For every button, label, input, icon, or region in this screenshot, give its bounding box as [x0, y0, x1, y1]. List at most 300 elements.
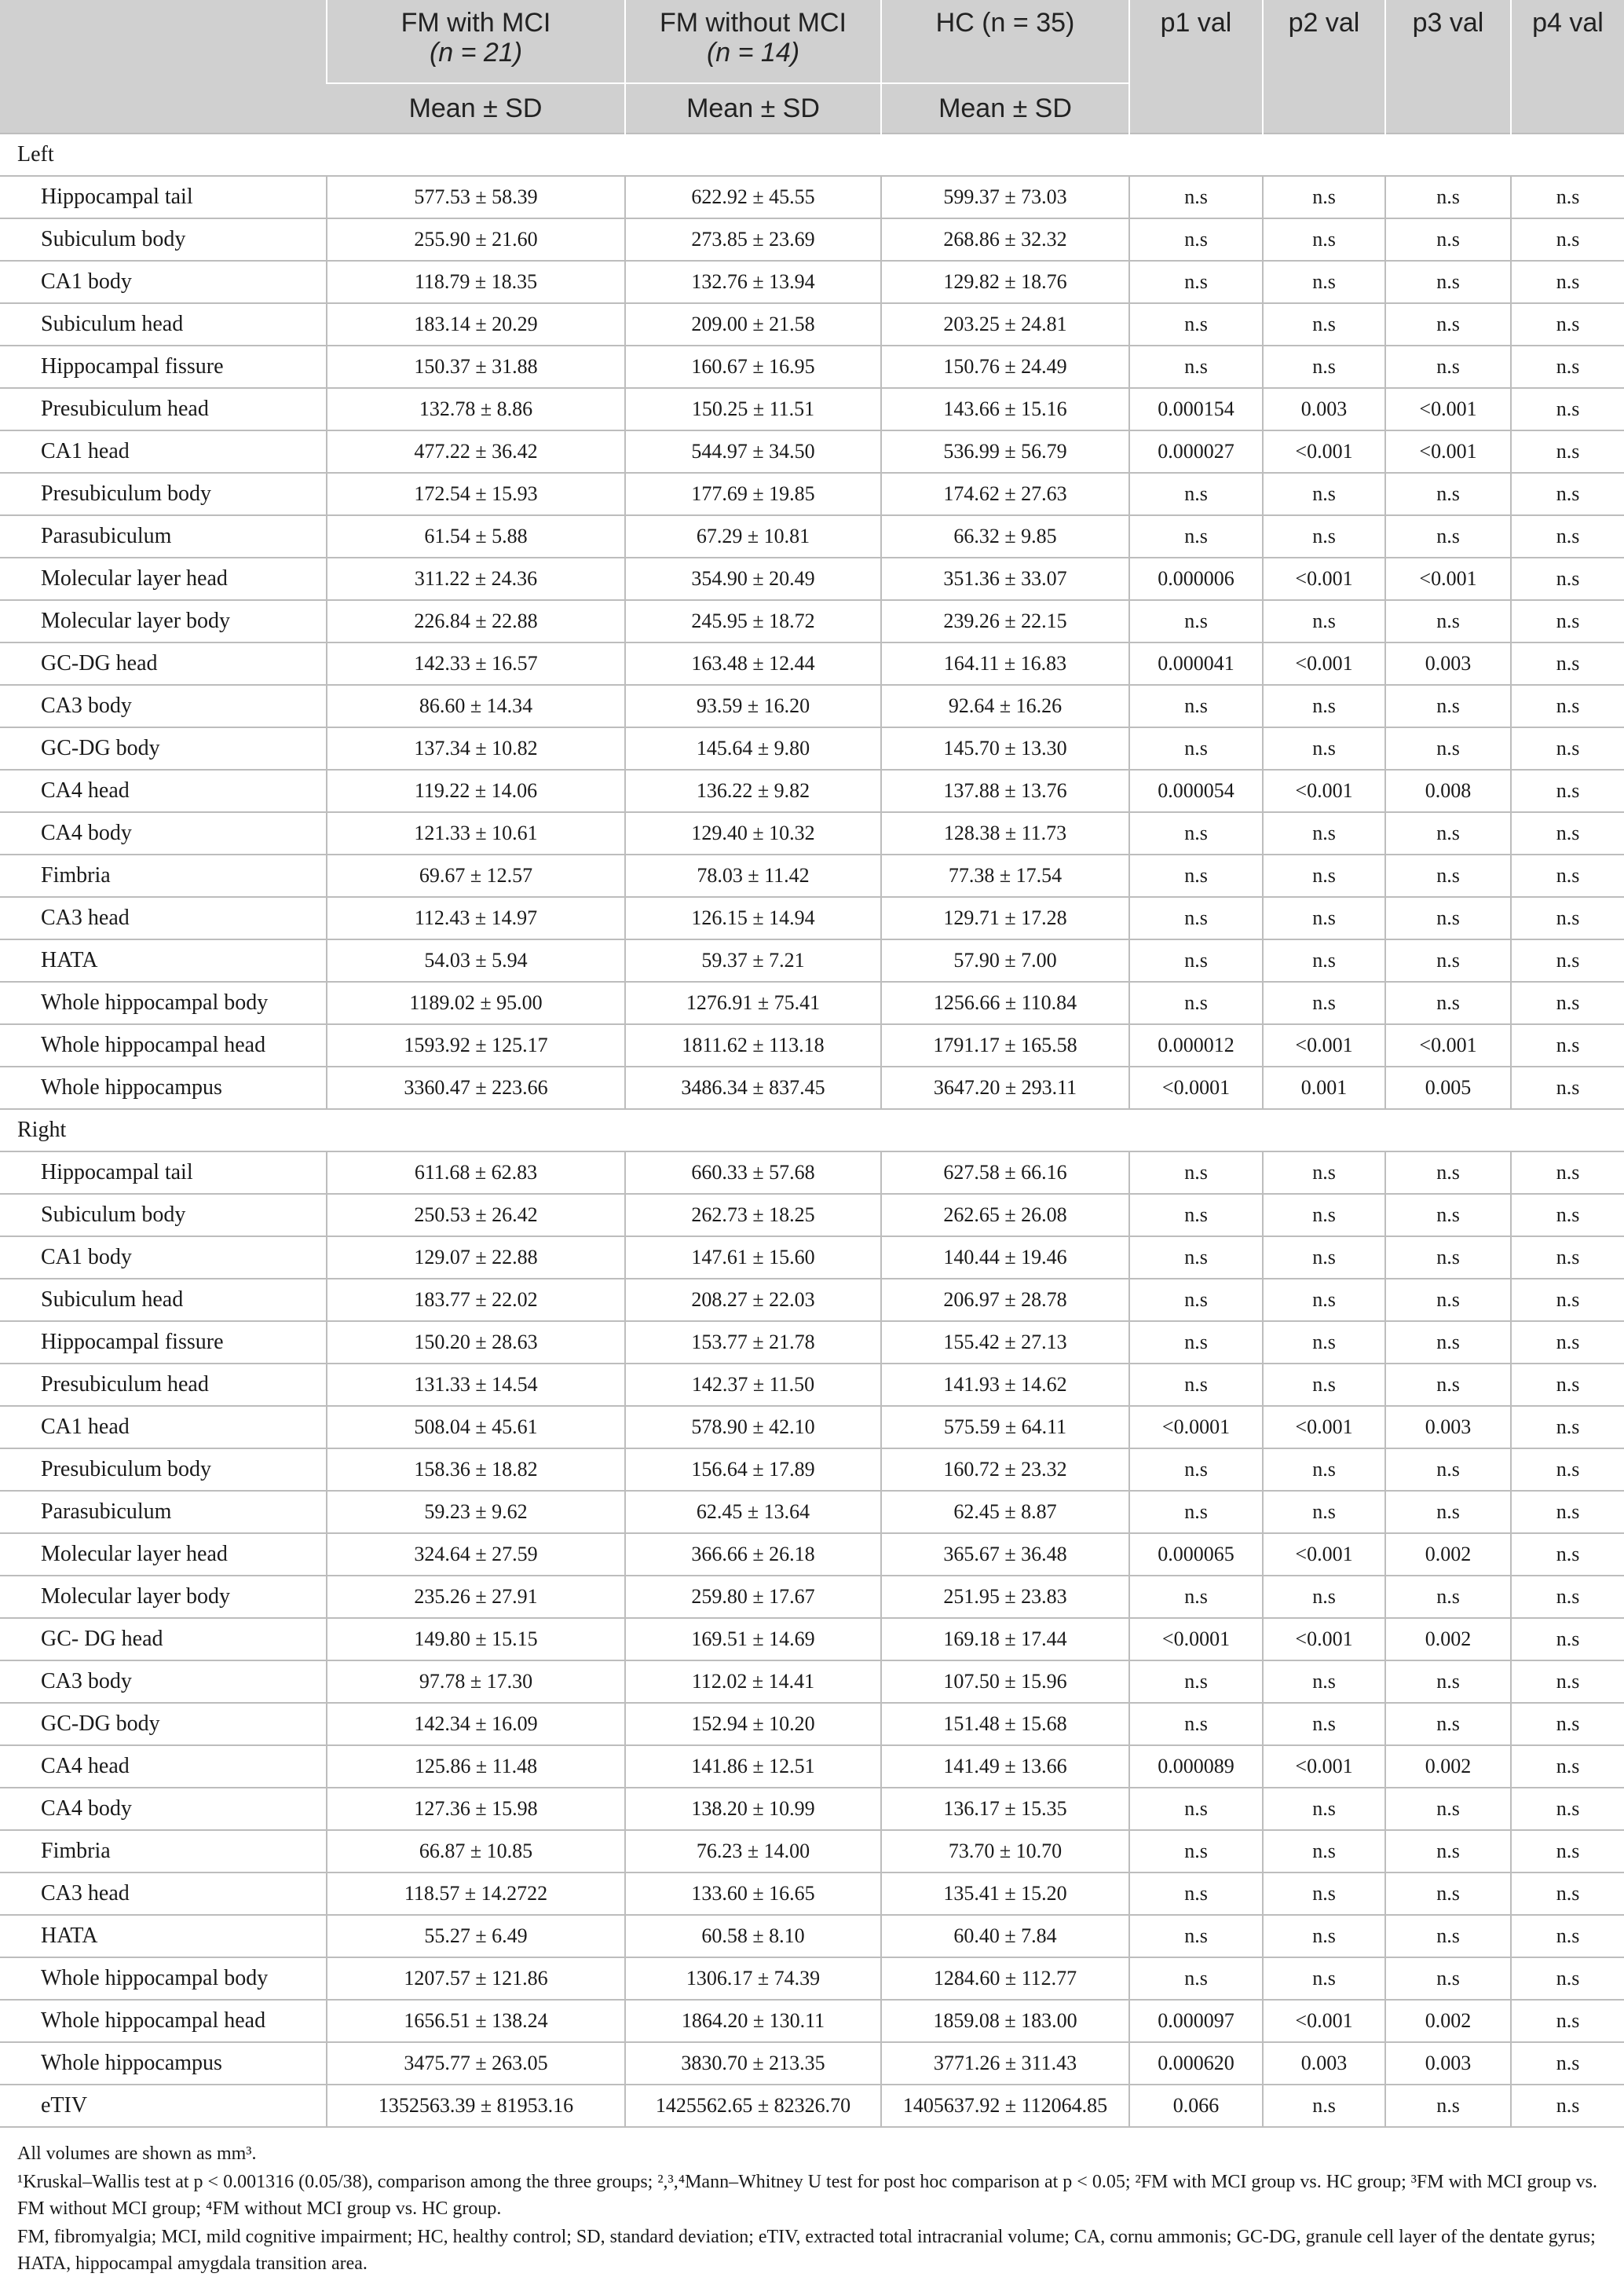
fm-with-mci-value: 235.26 ± 27.91 — [327, 1576, 625, 1618]
p2-value: n.s — [1263, 1703, 1385, 1745]
table-row — [0, 346, 1624, 388]
p4-value: n.s — [1511, 1448, 1624, 1491]
p1-value: 0.000041 — [1129, 642, 1263, 685]
table-row — [0, 642, 1624, 685]
p1-value: n.s — [1129, 1151, 1263, 1194]
table-row — [0, 1788, 1624, 1830]
hc-value: 73.70 ± 10.70 — [881, 1830, 1129, 1872]
p3-value: 0.005 — [1385, 1067, 1511, 1109]
table-row — [0, 1406, 1624, 1448]
hc-value: 206.97 ± 28.78 — [881, 1279, 1129, 1321]
header-p1: p1 val — [1129, 0, 1263, 134]
p1-value: n.s — [1129, 1576, 1263, 1618]
p2-value: n.s — [1263, 515, 1385, 558]
p2-value: n.s — [1263, 1448, 1385, 1491]
hc-value: 141.49 ± 13.66 — [881, 1745, 1129, 1788]
hc-value: 174.62 ± 27.63 — [881, 473, 1129, 515]
fm-with-mci-value: 150.20 ± 28.63 — [327, 1321, 625, 1364]
hc-value: 268.86 ± 32.32 — [881, 218, 1129, 261]
p4-value: n.s — [1511, 1872, 1624, 1915]
hc-value: 141.93 ± 14.62 — [881, 1364, 1129, 1406]
p2-value: n.s — [1263, 176, 1385, 218]
p4-value: n.s — [1511, 176, 1624, 218]
p4-value: n.s — [1511, 2085, 1624, 2127]
p4-value: n.s — [1511, 1915, 1624, 1957]
header-mean-sd-1: Mean ± SD — [327, 83, 625, 134]
region-name: Presubiculum head — [0, 388, 327, 430]
table-row — [0, 1067, 1624, 1109]
fm-with-mci-value: 149.80 ± 15.15 — [327, 1618, 625, 1660]
p2-value: n.s — [1263, 473, 1385, 515]
p2-value: <0.001 — [1263, 2000, 1385, 2042]
p2-value: <0.001 — [1263, 770, 1385, 812]
p4-value: n.s — [1511, 1957, 1624, 2000]
p2-value: n.s — [1263, 727, 1385, 770]
region-name: Fimbria — [0, 855, 327, 897]
p1-value: n.s — [1129, 727, 1263, 770]
p4-value: n.s — [1511, 303, 1624, 346]
fm-without-mci-value: 67.29 ± 10.81 — [625, 515, 881, 558]
p3-value: <0.001 — [1385, 430, 1511, 473]
p3-value: n.s — [1385, 1364, 1511, 1406]
header-hc — [881, 0, 1129, 83]
region-name: CA1 head — [0, 1406, 327, 1448]
header-hc-title: HC (n = 35) — [935, 8, 1075, 38]
fm-without-mci-value: 138.20 ± 10.99 — [625, 1788, 881, 1830]
table-row — [0, 218, 1624, 261]
p3-value: n.s — [1385, 685, 1511, 727]
p3-value: n.s — [1385, 218, 1511, 261]
table-footnotes — [0, 2128, 1624, 2277]
p3-value: 0.003 — [1385, 642, 1511, 685]
fm-with-mci-value: 577.53 ± 58.39 — [327, 176, 625, 218]
p2-value: n.s — [1263, 1491, 1385, 1533]
p2-value: n.s — [1263, 1194, 1385, 1236]
p1-value: n.s — [1129, 1279, 1263, 1321]
footnote-abbreviations: FM, fibromyalgia; MCI, mild cognitive impairment; HC, healthy control; SD, standard deviation; eTIV, extracted total intracranial volume; CA, cornu ammonis; GC-DG, granule cell layer of the dentate gyrus; HATA, hippocampal amygdala transition area. — [17, 2227, 1596, 2274]
hc-value: 251.95 ± 23.83 — [881, 1576, 1129, 1618]
header-p3: p3 val — [1385, 0, 1511, 134]
hc-value: 575.59 ± 64.11 — [881, 1406, 1129, 1448]
p3-value: n.s — [1385, 1491, 1511, 1533]
fm-with-mci-value: 119.22 ± 14.06 — [327, 770, 625, 812]
hc-value: 129.82 ± 18.76 — [881, 261, 1129, 303]
hc-value: 164.11 ± 16.83 — [881, 642, 1129, 685]
section-label: Right — [0, 1109, 1624, 1151]
p2-value: n.s — [1263, 303, 1385, 346]
region-name: CA3 body — [0, 1660, 327, 1703]
region-name: eTIV — [0, 2085, 327, 2127]
fm-without-mci-value: 142.37 ± 11.50 — [625, 1364, 881, 1406]
hc-value: 536.99 ± 56.79 — [881, 430, 1129, 473]
p3-value: n.s — [1385, 1321, 1511, 1364]
hc-value: 1859.08 ± 183.00 — [881, 2000, 1129, 2042]
p4-value: n.s — [1511, 2000, 1624, 2042]
fm-with-mci-value: 121.33 ± 10.61 — [327, 812, 625, 855]
p3-value: 0.008 — [1385, 770, 1511, 812]
p4-value: n.s — [1511, 1576, 1624, 1618]
fm-with-mci-value: 311.22 ± 24.36 — [327, 558, 625, 600]
region-name: CA4 body — [0, 812, 327, 855]
region-name: Whole hippocampal body — [0, 982, 327, 1024]
p2-value: n.s — [1263, 1279, 1385, 1321]
p4-value: n.s — [1511, 2042, 1624, 2085]
p1-value: 0.000089 — [1129, 1745, 1263, 1788]
p3-value: n.s — [1385, 1703, 1511, 1745]
header-mean-sd-3: Mean ± SD — [881, 83, 1129, 134]
table-row — [0, 1915, 1624, 1957]
p3-value: n.s — [1385, 1194, 1511, 1236]
fm-with-mci-value: 129.07 ± 22.88 — [327, 1236, 625, 1279]
p3-value: n.s — [1385, 812, 1511, 855]
fm-with-mci-value: 112.43 ± 14.97 — [327, 897, 625, 939]
p1-value: 0.000097 — [1129, 2000, 1263, 2042]
region-name: HATA — [0, 1915, 327, 1957]
table-row — [0, 261, 1624, 303]
p2-value: n.s — [1263, 1321, 1385, 1364]
p4-value: n.s — [1511, 1067, 1624, 1109]
fm-without-mci-value: 209.00 ± 21.58 — [625, 303, 881, 346]
fm-without-mci-value: 245.95 ± 18.72 — [625, 600, 881, 642]
p2-value: <0.001 — [1263, 558, 1385, 600]
p4-value: n.s — [1511, 812, 1624, 855]
table-row — [0, 897, 1624, 939]
p2-value: n.s — [1263, 855, 1385, 897]
region-name: CA3 head — [0, 1872, 327, 1915]
p3-value: 0.002 — [1385, 1533, 1511, 1576]
table-row — [0, 176, 1624, 218]
region-name: Subiculum body — [0, 1194, 327, 1236]
section-label: Left — [0, 134, 1624, 176]
p4-value: n.s — [1511, 558, 1624, 600]
p2-value: <0.001 — [1263, 430, 1385, 473]
region-name: Parasubiculum — [0, 1491, 327, 1533]
p2-value: <0.001 — [1263, 642, 1385, 685]
region-name: CA4 head — [0, 1745, 327, 1788]
fm-with-mci-value: 61.54 ± 5.88 — [327, 515, 625, 558]
fm-with-mci-value: 611.68 ± 62.83 — [327, 1151, 625, 1194]
p3-value: n.s — [1385, 261, 1511, 303]
fm-with-mci-value: 59.23 ± 9.62 — [327, 1491, 625, 1533]
header-fm-without-mci-title: FM without MCI — [659, 8, 847, 38]
table-row — [0, 430, 1624, 473]
p3-value: <0.001 — [1385, 558, 1511, 600]
p3-value: n.s — [1385, 982, 1511, 1024]
region-name: CA1 head — [0, 430, 327, 473]
table-row — [0, 303, 1624, 346]
fm-without-mci-value: 1864.20 ± 130.11 — [625, 2000, 881, 2042]
fm-with-mci-value: 1593.92 ± 125.17 — [327, 1024, 625, 1067]
fm-with-mci-value: 3360.47 ± 223.66 — [327, 1067, 625, 1109]
fm-without-mci-value: 259.80 ± 17.67 — [625, 1576, 881, 1618]
hc-value: 66.32 ± 9.85 — [881, 515, 1129, 558]
p1-value: n.s — [1129, 685, 1263, 727]
p3-value: 0.003 — [1385, 1406, 1511, 1448]
table-row — [0, 1872, 1624, 1915]
hc-value: 365.67 ± 36.48 — [881, 1533, 1129, 1576]
p3-value: n.s — [1385, 1236, 1511, 1279]
p2-value: <0.001 — [1263, 1745, 1385, 1788]
p3-value: n.s — [1385, 1576, 1511, 1618]
p4-value: n.s — [1511, 1406, 1624, 1448]
p4-value: n.s — [1511, 1024, 1624, 1067]
p4-value: n.s — [1511, 261, 1624, 303]
fm-without-mci-value: 126.15 ± 14.94 — [625, 897, 881, 939]
p1-value: n.s — [1129, 1915, 1263, 1957]
region-name: Whole hippocampal body — [0, 1957, 327, 2000]
fm-without-mci-value: 169.51 ± 14.69 — [625, 1618, 881, 1660]
header-p2: p2 val — [1263, 0, 1385, 134]
p1-value: n.s — [1129, 1703, 1263, 1745]
fm-without-mci-value: 660.33 ± 57.68 — [625, 1151, 881, 1194]
fm-with-mci-value: 66.87 ± 10.85 — [327, 1830, 625, 1872]
hc-value: 143.66 ± 15.16 — [881, 388, 1129, 430]
hc-value: 3647.20 ± 293.11 — [881, 1067, 1129, 1109]
fm-with-mci-value: 150.37 ± 31.88 — [327, 346, 625, 388]
p1-value: <0.0001 — [1129, 1618, 1263, 1660]
fm-with-mci-value: 97.78 ± 17.30 — [327, 1660, 625, 1703]
fm-without-mci-value: 262.73 ± 18.25 — [625, 1194, 881, 1236]
p1-value: n.s — [1129, 1830, 1263, 1872]
p2-value: n.s — [1263, 2085, 1385, 2127]
fm-with-mci-value: 255.90 ± 21.60 — [327, 218, 625, 261]
p2-value: 0.001 — [1263, 1067, 1385, 1109]
p2-value: 0.003 — [1263, 388, 1385, 430]
p2-value: n.s — [1263, 939, 1385, 982]
table-row — [0, 1491, 1624, 1533]
header-fm-without-mci — [625, 0, 881, 83]
p3-value: n.s — [1385, 897, 1511, 939]
p2-value: n.s — [1263, 1872, 1385, 1915]
fm-without-mci-value: 112.02 ± 14.41 — [625, 1660, 881, 1703]
fm-with-mci-value: 324.64 ± 27.59 — [327, 1533, 625, 1576]
fm-without-mci-value: 78.03 ± 11.42 — [625, 855, 881, 897]
fm-with-mci-value: 1656.51 ± 138.24 — [327, 2000, 625, 2042]
p2-value: <0.001 — [1263, 1024, 1385, 1067]
fm-without-mci-value: 544.97 ± 34.50 — [625, 430, 881, 473]
table-row — [0, 1321, 1624, 1364]
table-row — [0, 473, 1624, 515]
p1-value: n.s — [1129, 1448, 1263, 1491]
p3-value: n.s — [1385, 1915, 1511, 1957]
table-row — [0, 558, 1624, 600]
footnote-units: All volumes are shown as mm³. — [17, 2143, 257, 2164]
p1-value: <0.0001 — [1129, 1067, 1263, 1109]
hc-value: 151.48 ± 15.68 — [881, 1703, 1129, 1745]
fm-without-mci-value: 177.69 ± 19.85 — [625, 473, 881, 515]
table-row — [0, 1364, 1624, 1406]
fm-with-mci-value: 158.36 ± 18.82 — [327, 1448, 625, 1491]
p1-value: n.s — [1129, 1491, 1263, 1533]
p1-value: n.s — [1129, 982, 1263, 1024]
region-name: GC-DG head — [0, 642, 327, 685]
p2-value: n.s — [1263, 1151, 1385, 1194]
p1-value: 0.000027 — [1129, 430, 1263, 473]
p1-value: 0.000054 — [1129, 770, 1263, 812]
p2-value: n.s — [1263, 1788, 1385, 1830]
fm-without-mci-value: 136.22 ± 9.82 — [625, 770, 881, 812]
p1-value: 0.000006 — [1129, 558, 1263, 600]
p1-value: n.s — [1129, 473, 1263, 515]
table-row — [0, 727, 1624, 770]
fm-with-mci-value: 142.34 ± 16.09 — [327, 1703, 625, 1745]
fm-without-mci-value: 1425562.65 ± 82326.70 — [625, 2085, 881, 2127]
fm-without-mci-value: 133.60 ± 16.65 — [625, 1872, 881, 1915]
p4-value: n.s — [1511, 1364, 1624, 1406]
p4-value: n.s — [1511, 473, 1624, 515]
p4-value: n.s — [1511, 982, 1624, 1024]
fm-without-mci-value: 150.25 ± 11.51 — [625, 388, 881, 430]
table-row — [0, 1745, 1624, 1788]
fm-without-mci-value: 145.64 ± 9.80 — [625, 727, 881, 770]
hc-value: 160.72 ± 23.32 — [881, 1448, 1129, 1491]
p4-value: n.s — [1511, 218, 1624, 261]
p1-value: 0.000154 — [1129, 388, 1263, 430]
fm-with-mci-value: 226.84 ± 22.88 — [327, 600, 625, 642]
header-blank — [0, 0, 327, 134]
region-name: Presubiculum body — [0, 473, 327, 515]
p1-value: n.s — [1129, 1872, 1263, 1915]
p4-value: n.s — [1511, 1660, 1624, 1703]
hc-value: 1405637.92 ± 112064.85 — [881, 2085, 1129, 2127]
p4-value: n.s — [1511, 1151, 1624, 1194]
p1-value: n.s — [1129, 855, 1263, 897]
table-row — [0, 515, 1624, 558]
fm-with-mci-value: 54.03 ± 5.94 — [327, 939, 625, 982]
hc-value: 203.25 ± 24.81 — [881, 303, 1129, 346]
section-row — [0, 1109, 1624, 1151]
p3-value: 0.002 — [1385, 1745, 1511, 1788]
region-name: GC-DG body — [0, 727, 327, 770]
p1-value: n.s — [1129, 261, 1263, 303]
p3-value: n.s — [1385, 1151, 1511, 1194]
fm-with-mci-value: 1352563.39 ± 81953.16 — [327, 2085, 625, 2127]
p2-value: n.s — [1263, 1364, 1385, 1406]
hc-value: 1791.17 ± 165.58 — [881, 1024, 1129, 1067]
header-fm-with-mci-n: (n = 21) — [429, 38, 523, 68]
region-name: Molecular layer body — [0, 1576, 327, 1618]
p2-value: n.s — [1263, 812, 1385, 855]
p4-value: n.s — [1511, 897, 1624, 939]
fm-with-mci-value: 55.27 ± 6.49 — [327, 1915, 625, 1957]
fm-with-mci-value: 508.04 ± 45.61 — [327, 1406, 625, 1448]
p3-value: n.s — [1385, 1872, 1511, 1915]
region-name: Presubiculum head — [0, 1364, 327, 1406]
table-row — [0, 1533, 1624, 1576]
p2-value: <0.001 — [1263, 1533, 1385, 1576]
p4-value: n.s — [1511, 855, 1624, 897]
p1-value: n.s — [1129, 939, 1263, 982]
p2-value: n.s — [1263, 261, 1385, 303]
p2-value: <0.001 — [1263, 1406, 1385, 1448]
fm-without-mci-value: 59.37 ± 7.21 — [625, 939, 881, 982]
fm-without-mci-value: 156.64 ± 17.89 — [625, 1448, 881, 1491]
region-name: Hippocampal fissure — [0, 346, 327, 388]
table-header — [0, 0, 1624, 134]
p3-value: <0.001 — [1385, 388, 1511, 430]
fm-with-mci-value: 137.34 ± 10.82 — [327, 727, 625, 770]
fm-without-mci-value: 366.66 ± 26.18 — [625, 1533, 881, 1576]
p4-value: n.s — [1511, 600, 1624, 642]
p4-value: n.s — [1511, 1745, 1624, 1788]
p3-value: 0.003 — [1385, 2042, 1511, 2085]
p1-value: n.s — [1129, 1660, 1263, 1703]
fm-with-mci-value: 183.77 ± 22.02 — [327, 1279, 625, 1321]
p2-value: n.s — [1263, 1957, 1385, 2000]
hc-value: 351.36 ± 33.07 — [881, 558, 1129, 600]
region-name: Parasubiculum — [0, 515, 327, 558]
p4-value: n.s — [1511, 346, 1624, 388]
p1-value: n.s — [1129, 897, 1263, 939]
p3-value: n.s — [1385, 346, 1511, 388]
section-row — [0, 134, 1624, 176]
p4-value: n.s — [1511, 685, 1624, 727]
p3-value: n.s — [1385, 939, 1511, 982]
region-name: GC- DG head — [0, 1618, 327, 1660]
region-name: Subiculum head — [0, 1279, 327, 1321]
region-name: Whole hippocampal head — [0, 2000, 327, 2042]
table-row — [0, 1703, 1624, 1745]
fm-without-mci-value: 153.77 ± 21.78 — [625, 1321, 881, 1364]
hc-value: 3771.26 ± 311.43 — [881, 2042, 1129, 2085]
fm-without-mci-value: 93.59 ± 16.20 — [625, 685, 881, 727]
p1-value: 0.000012 — [1129, 1024, 1263, 1067]
p2-value: 0.003 — [1263, 2042, 1385, 2085]
p4-value: n.s — [1511, 1194, 1624, 1236]
table-row — [0, 1194, 1624, 1236]
hc-value: 150.76 ± 24.49 — [881, 346, 1129, 388]
table-row — [0, 982, 1624, 1024]
p3-value: n.s — [1385, 1788, 1511, 1830]
region-name: Hippocampal tail — [0, 176, 327, 218]
region-name: Hippocampal fissure — [0, 1321, 327, 1364]
p1-value: n.s — [1129, 1194, 1263, 1236]
hc-value: 136.17 ± 15.35 — [881, 1788, 1129, 1830]
p1-value: n.s — [1129, 218, 1263, 261]
table-row — [0, 2000, 1624, 2042]
p3-value: n.s — [1385, 855, 1511, 897]
fm-without-mci-value: 62.45 ± 13.64 — [625, 1491, 881, 1533]
hc-value: 155.42 ± 27.13 — [881, 1321, 1129, 1364]
fm-without-mci-value: 273.85 ± 23.69 — [625, 218, 881, 261]
hc-value: 62.45 ± 8.87 — [881, 1491, 1129, 1533]
table-row — [0, 2042, 1624, 2085]
p1-value: n.s — [1129, 1236, 1263, 1279]
p2-value: n.s — [1263, 685, 1385, 727]
region-name: CA4 body — [0, 1788, 327, 1830]
p3-value: n.s — [1385, 1448, 1511, 1491]
table-row — [0, 1024, 1624, 1067]
p3-value: n.s — [1385, 515, 1511, 558]
table-row — [0, 1151, 1624, 1194]
fm-without-mci-value: 76.23 ± 14.00 — [625, 1830, 881, 1872]
table-row — [0, 388, 1624, 430]
fm-without-mci-value: 354.90 ± 20.49 — [625, 558, 881, 600]
hc-value: 627.58 ± 66.16 — [881, 1151, 1129, 1194]
p4-value: n.s — [1511, 770, 1624, 812]
p1-value: n.s — [1129, 1321, 1263, 1364]
p1-value: n.s — [1129, 176, 1263, 218]
p4-value: n.s — [1511, 1703, 1624, 1745]
footnote-statistics: ¹Kruskal–Wallis test at p < 0.001316 (0.05/38), comparison among the three groups; ²,³,⁴Mann–Whitney U test for post hoc comparison at p < 0.05; ²FM with MCI group vs. HC group; ³FM with MCI group vs. FM without MCI group; ⁴FM without MCI group vs. HC group. — [17, 2172, 1597, 2219]
region-name: CA4 head — [0, 770, 327, 812]
fm-with-mci-value: 1189.02 ± 95.00 — [327, 982, 625, 1024]
hc-value: 262.65 ± 26.08 — [881, 1194, 1129, 1236]
fm-with-mci-value: 183.14 ± 20.29 — [327, 303, 625, 346]
hc-value: 169.18 ± 17.44 — [881, 1618, 1129, 1660]
fm-with-mci-value: 127.36 ± 15.98 — [327, 1788, 625, 1830]
hc-value: 77.38 ± 17.54 — [881, 855, 1129, 897]
